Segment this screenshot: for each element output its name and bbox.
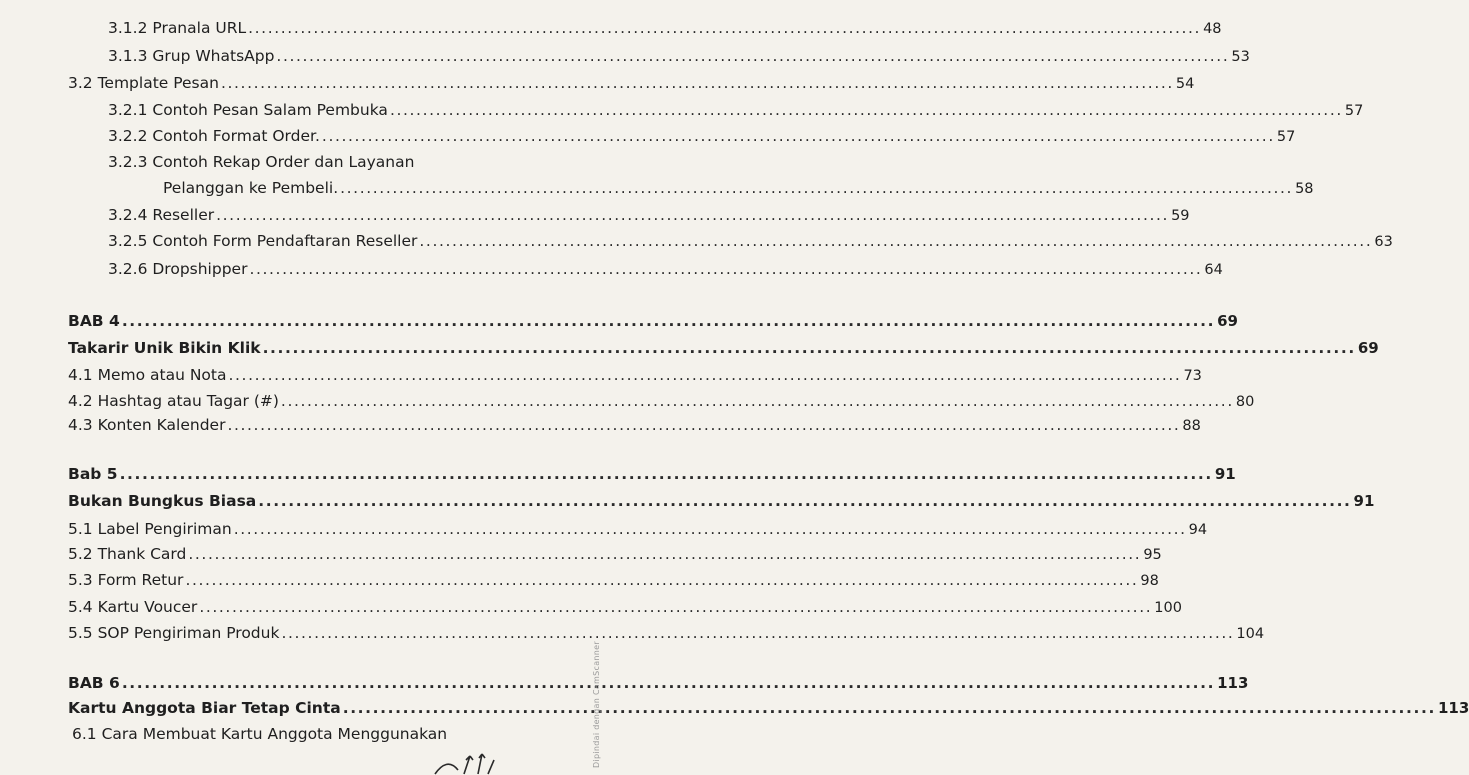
leader-dots bbox=[390, 100, 1343, 120]
toc-entry-4-3 bbox=[68, 415, 1201, 436]
toc-label: 3.2.1 Contoh Pesan Salam Pembuka bbox=[108, 101, 388, 119]
leader-dots bbox=[221, 73, 1174, 93]
leader-dots bbox=[228, 365, 1181, 385]
toc-page-number: 94 bbox=[1188, 522, 1208, 538]
toc-chapter-bab-4 bbox=[68, 311, 1238, 331]
toc-page-number: 69 bbox=[1217, 312, 1238, 330]
leader-dots bbox=[122, 673, 1215, 693]
toc-chapter-bab-6 bbox=[68, 673, 1249, 693]
leader-dots bbox=[227, 415, 1180, 435]
toc-entry-5-2 bbox=[68, 544, 1162, 565]
toc-page-number: 53 bbox=[1231, 49, 1250, 65]
leader-dots bbox=[199, 597, 1152, 617]
toc-page-number: 91 bbox=[1353, 492, 1375, 510]
toc-entry-4-2 bbox=[68, 391, 1255, 412]
leader-dots bbox=[281, 623, 1234, 643]
toc-page-number: 113 bbox=[1217, 674, 1249, 692]
toc-entry-3-1-3 bbox=[108, 46, 1250, 67]
toc-page-number: 98 bbox=[1140, 573, 1159, 589]
toc-page-number: 59 bbox=[1171, 208, 1190, 224]
toc-entry-5-1 bbox=[68, 519, 1208, 540]
toc-page-number: 95 bbox=[1143, 547, 1162, 563]
doodle-decoration bbox=[430, 750, 500, 775]
toc-label: 3.2.5 Contoh Form Pendaftaran Reseller bbox=[108, 232, 418, 250]
toc-page-number: 104 bbox=[1236, 626, 1265, 642]
leader-dots bbox=[234, 519, 1187, 539]
toc-entry-3-2-6 bbox=[108, 259, 1223, 280]
toc-page-number: 57 bbox=[1344, 103, 1364, 119]
leader-dots bbox=[322, 126, 1275, 146]
toc-page-number: 69 bbox=[1357, 339, 1379, 357]
toc-label: 5.3 Form Retur bbox=[68, 571, 184, 589]
leader-dots bbox=[248, 18, 1201, 38]
leader-dots bbox=[258, 491, 1351, 511]
leader-dots bbox=[276, 46, 1229, 66]
leader-dots bbox=[188, 544, 1141, 564]
toc-label: BAB 6 bbox=[68, 674, 120, 692]
toc-label: BAB 4 bbox=[68, 312, 120, 330]
toc-label: 5.5 SOP Pengiriman Produk bbox=[68, 624, 280, 642]
toc-label: Bab 5 bbox=[68, 465, 118, 483]
toc-label: 3.2 Template Pesan bbox=[68, 74, 219, 92]
toc-entry-3-2 bbox=[68, 73, 1195, 94]
toc-label: 4.2 Hashtag atau Tagar (#) bbox=[68, 392, 279, 410]
toc-label: 3.1.2 Pranala URL bbox=[108, 19, 247, 37]
toc-label: 3.2.4 Reseller bbox=[108, 206, 215, 224]
toc-entry-3-2-3 bbox=[163, 178, 1314, 199]
toc-label: 4.3 Konten Kalender bbox=[68, 416, 226, 434]
scanner-watermark: Dipindai dengan CamScanner bbox=[592, 641, 602, 768]
toc-page-number: 80 bbox=[1235, 394, 1255, 410]
toc-label: Takarir Unik Bikin Klik bbox=[68, 339, 261, 357]
toc-label: Pelanggan ke Pembeli. bbox=[163, 179, 339, 197]
toc-page-number: 113 bbox=[1437, 699, 1469, 717]
toc-label: Kartu Anggota Biar Tetap Cinta bbox=[68, 699, 341, 717]
toc-chapter-bab-5 bbox=[68, 464, 1236, 484]
toc-label: 3.2.2 Contoh Format Order. bbox=[108, 127, 320, 145]
toc-entry-3-2-1 bbox=[108, 100, 1364, 121]
leader-dots bbox=[419, 231, 1372, 251]
toc-page-number: 48 bbox=[1203, 21, 1222, 37]
leader-dots bbox=[249, 259, 1202, 279]
toc-page-number: 73 bbox=[1183, 368, 1202, 384]
toc-label: 5.4 Kartu Voucer bbox=[68, 598, 198, 616]
toc-entry-6-1-line1: 6.1 Cara Membuat Kartu Anggota Menggunakan bbox=[72, 725, 448, 743]
toc-page-number: 58 bbox=[1295, 181, 1314, 197]
leader-dots bbox=[122, 311, 1215, 331]
toc-entry-5-5 bbox=[68, 623, 1265, 644]
toc-label: 5.2 Thank Card bbox=[68, 545, 187, 563]
toc-entry-3-2-2 bbox=[108, 126, 1296, 147]
leader-dots bbox=[216, 205, 1169, 225]
toc-label: 5.1 Label Pengiriman bbox=[68, 520, 232, 538]
toc-chapter-title-4 bbox=[68, 338, 1379, 358]
toc-entry-5-3 bbox=[68, 570, 1159, 591]
toc-label: 3.1.3 Grup WhatsApp bbox=[108, 47, 275, 65]
toc-entry-5-4 bbox=[68, 597, 1182, 618]
toc-page-number: 57 bbox=[1276, 129, 1296, 145]
leader-dots bbox=[185, 570, 1138, 590]
leader-dots bbox=[263, 338, 1356, 358]
toc-chapter-title-5 bbox=[68, 491, 1375, 511]
leader-dots bbox=[343, 698, 1436, 718]
leader-dots bbox=[340, 178, 1293, 198]
toc-label: 3.2.6 Dropshipper bbox=[108, 260, 248, 278]
toc-page-number: 64 bbox=[1204, 262, 1223, 278]
toc-page-number: 63 bbox=[1374, 234, 1393, 250]
toc-page-number: 88 bbox=[1182, 418, 1201, 434]
leader-dots bbox=[281, 391, 1234, 411]
toc-page-number: 91 bbox=[1214, 465, 1236, 483]
toc-label: 4.1 Memo atau Nota bbox=[68, 366, 227, 384]
toc-page-number: 54 bbox=[1175, 76, 1195, 92]
toc-chapter-title-6 bbox=[68, 698, 1469, 718]
toc-entry-3-1-2 bbox=[108, 18, 1222, 39]
toc-entry-3-2-3-line1: 3.2.3 Contoh Rekap Order dan Layanan bbox=[108, 153, 415, 171]
toc-label: Bukan Bungkus Biasa bbox=[68, 492, 257, 510]
toc-entry-4-1 bbox=[68, 365, 1202, 386]
leader-dots bbox=[120, 464, 1213, 484]
toc-entry-3-2-5 bbox=[108, 231, 1393, 252]
toc-entry-3-2-4 bbox=[108, 205, 1190, 226]
toc-page-number: 100 bbox=[1154, 600, 1182, 616]
